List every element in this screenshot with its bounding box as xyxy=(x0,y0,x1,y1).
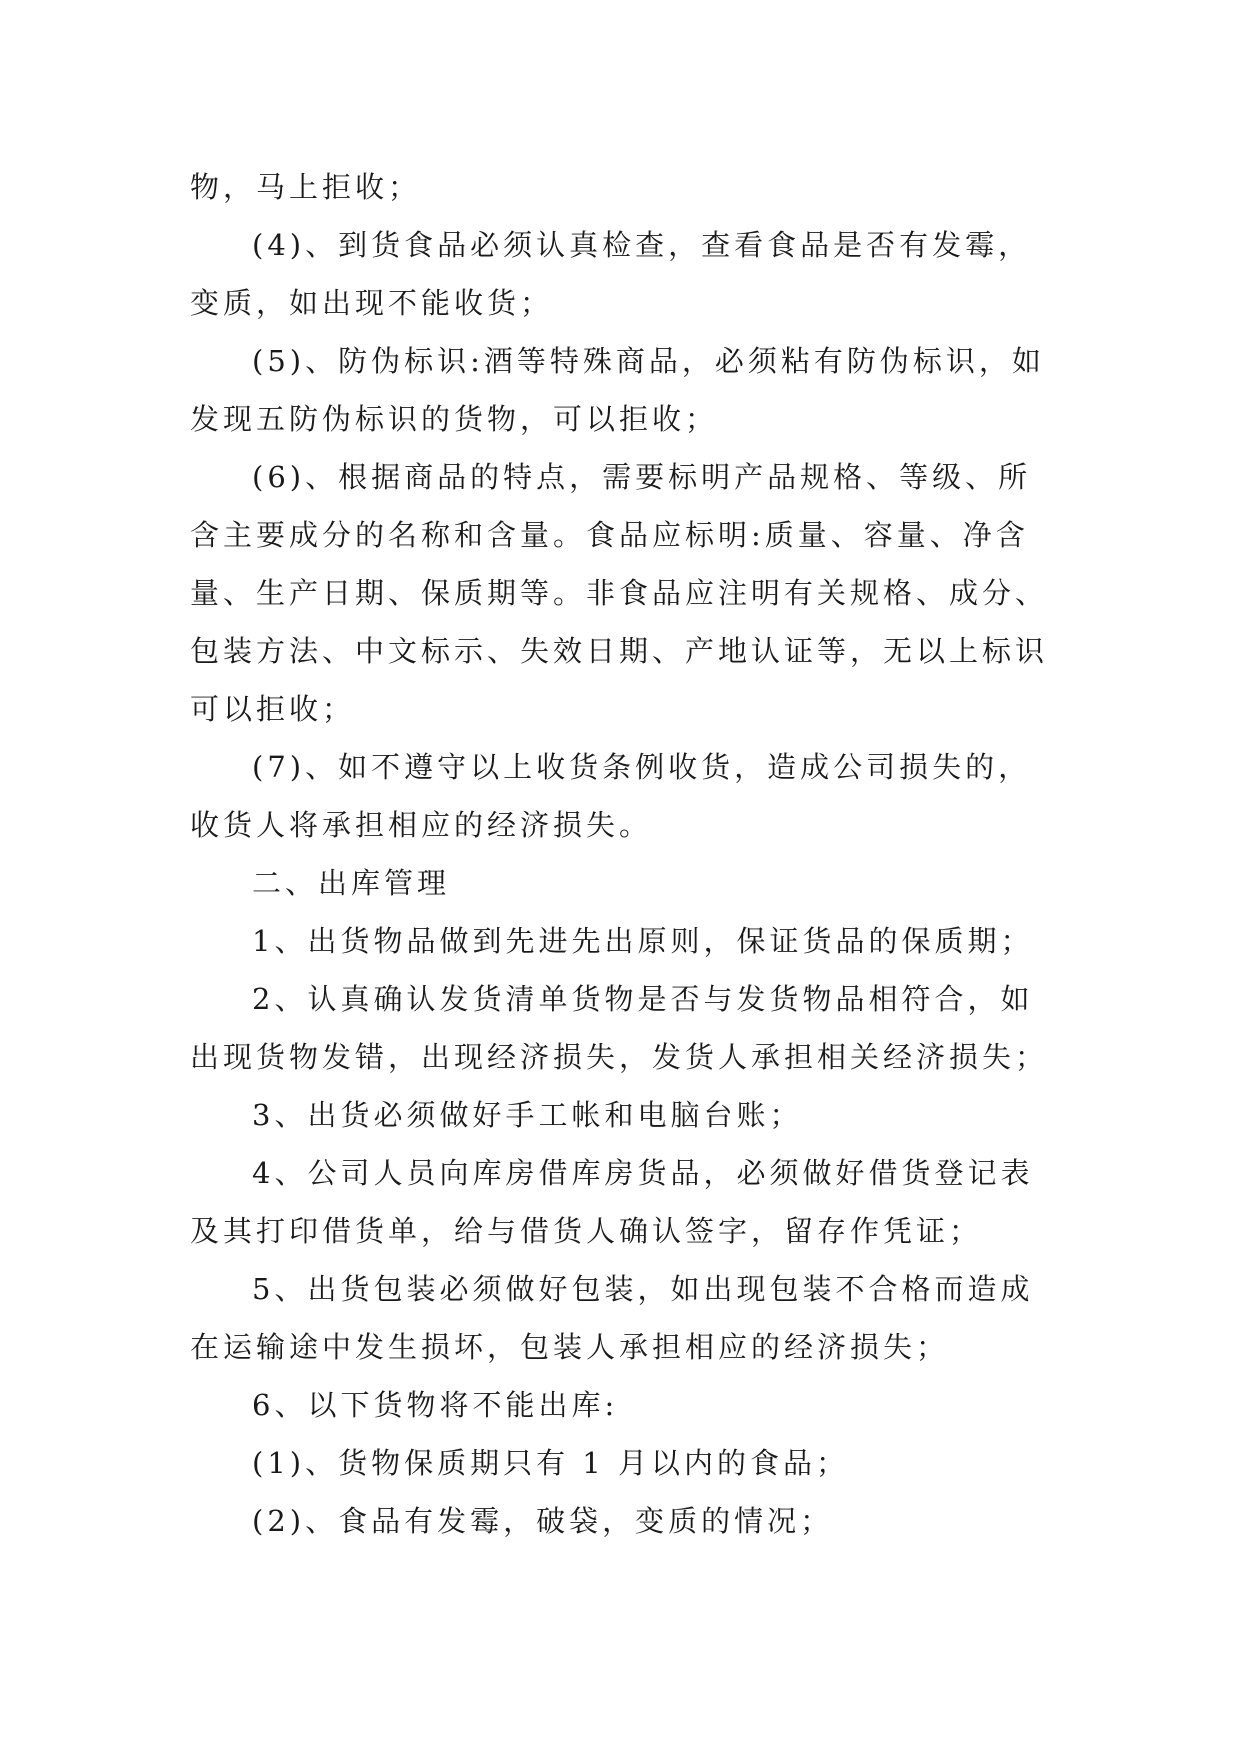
text-line: 在运输途中发生损坏，包装人承担相应的经济损失； xyxy=(190,1330,950,1364)
text-line: 4、公司人员向库房借库房货品，必须做好借货登记表 xyxy=(252,1156,1034,1190)
text-line: 2、认真确认发货清单货物是否与发货物品相符合，如 xyxy=(252,982,1034,1016)
text-line: 发现五防伪标识的货物，可以拒收； xyxy=(190,402,719,436)
text-line: (4)、到货食品必须认真检查，查看食品是否有发霉， xyxy=(252,228,1032,262)
text-line: (6)、根据商品的特点，需要标明产品规格、等级、所 xyxy=(252,460,1032,494)
text-line: 二、出库管理 xyxy=(252,866,451,900)
text-line: 6、以下货物将不能出库: xyxy=(252,1388,619,1422)
text-line: (2)、食品有发霉，破袋，变质的情况； xyxy=(252,1504,834,1538)
text-line: 变质，如出现不能收货； xyxy=(190,286,554,320)
text-line: 包装方法、中文标示、失效日期、产地认证等，无以上标识 xyxy=(190,634,1049,668)
text-line: 量、生产日期、保质期等。非食品应注明有关规格、成分、 xyxy=(190,576,1049,610)
text-line: 出现货物发错，出现经济损失，发货人承担相关经济损失； xyxy=(190,1040,1049,1074)
text-line: (1)、货物保质期只有 1 月以内的食品； xyxy=(252,1446,849,1480)
text-line: 1、出货物品做到先进先出原则，保证货品的保质期； xyxy=(252,924,1034,958)
document-body xyxy=(190,158,1070,1550)
text-line: 含主要成分的名称和含量。食品应标明:质量、容量、净含 xyxy=(190,518,1029,552)
text-line: 收货人将承担相应的经济损失。 xyxy=(190,808,653,842)
text-line: (5)、防伪标识:酒等特殊商品，必须粘有防伪标识，如 xyxy=(252,344,1045,378)
text-line: (7)、如不遵守以上收货条例收货，造成公司损失的， xyxy=(252,750,1032,784)
text-line: 3、出货必须做好手工帐和电脑台账； xyxy=(252,1098,803,1132)
text-line: 可以拒收； xyxy=(190,692,356,726)
text-line: 5、出货包装必须做好包装，如出现包装不合格而造成 xyxy=(252,1272,1034,1306)
text-line: 及其打印借货单，给与借货人确认签字，留存作凭证； xyxy=(190,1214,983,1248)
text-line: 物，马上拒收； xyxy=(190,170,422,204)
